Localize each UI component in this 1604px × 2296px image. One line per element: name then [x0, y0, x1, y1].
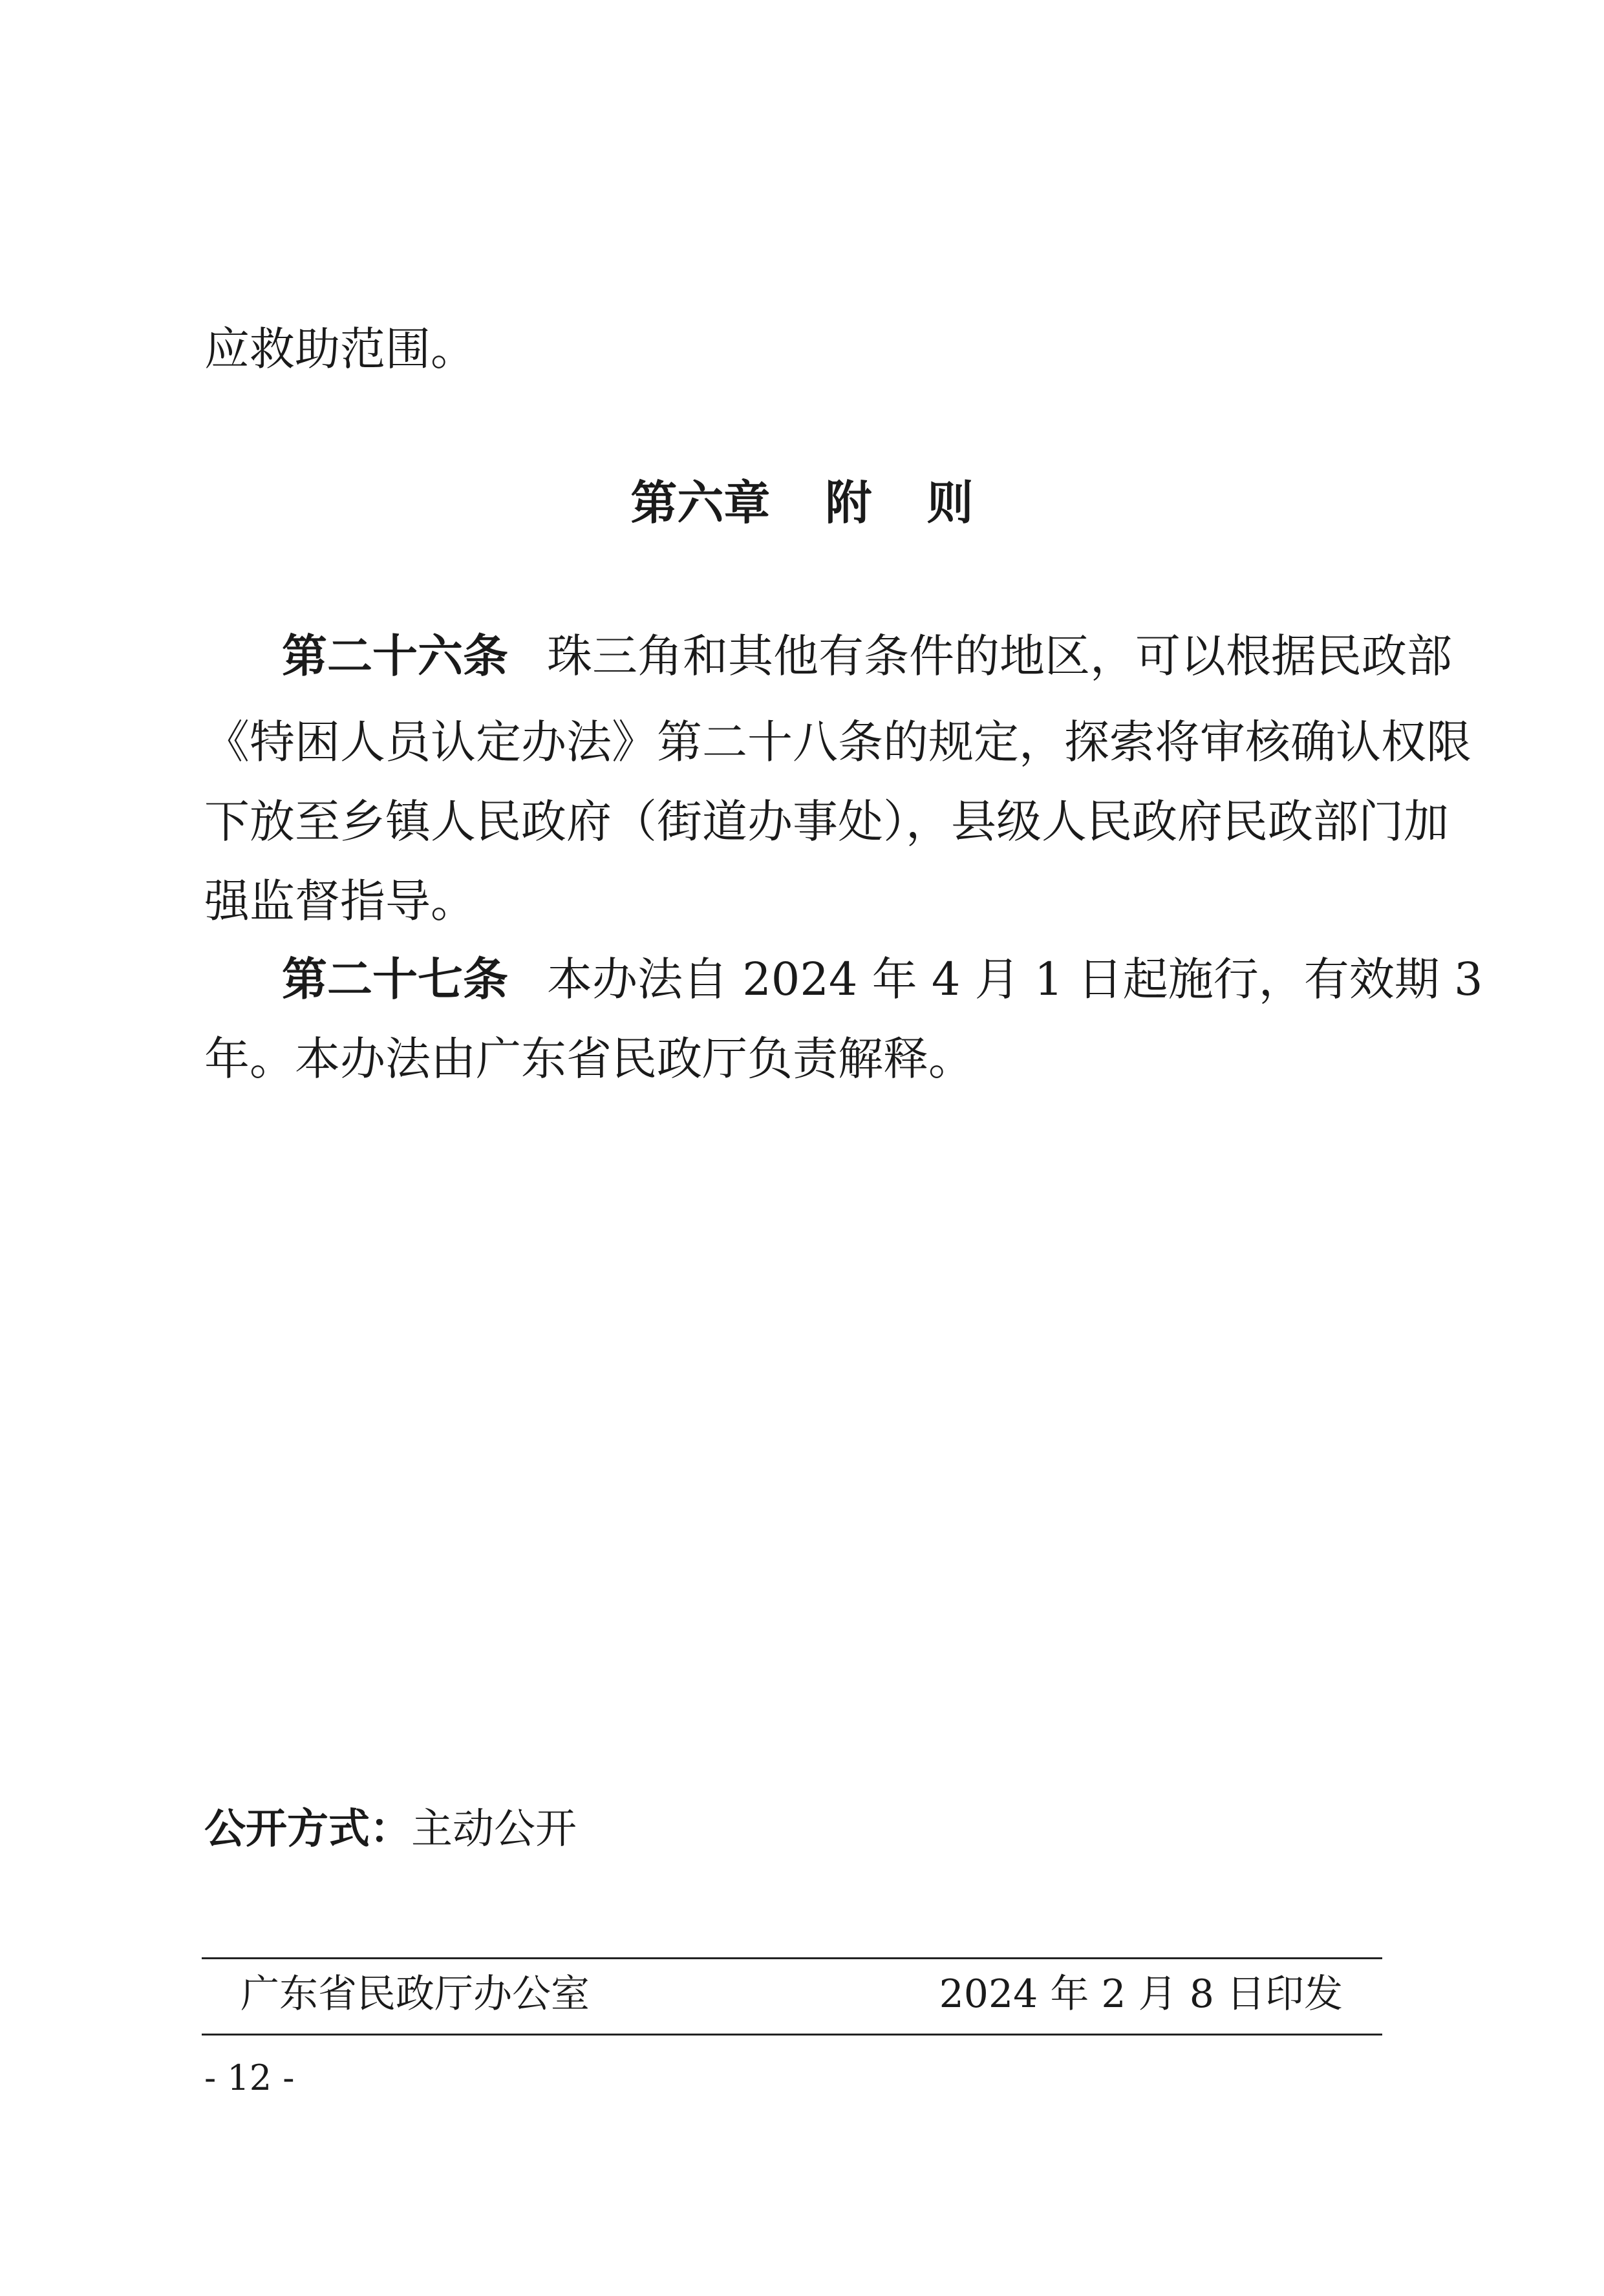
disclosure-label: 公开方式：	[204, 1805, 411, 1853]
article-26-line-4: 强监督指导。	[204, 875, 476, 928]
disclosure-value: 主动公开	[411, 1805, 577, 1853]
continued-text-line: 应救助范围。	[204, 323, 476, 376]
footer-top-rule	[202, 1957, 1382, 1959]
article-26-line-2: 《特困人员认定办法》第二十八条的规定，探索将审核确认权限	[204, 716, 1471, 769]
article-26-heading: 第二十六条	[282, 630, 508, 683]
article-27-line-1	[204, 953, 1483, 1006]
article-27-line-2: 年。本办法由广东省民政厅负责解释。	[204, 1032, 974, 1085]
page-number: - 12 -	[204, 2057, 295, 2098]
article-26-text-1: 珠三角和其他有条件的地区，可以根据民政部	[547, 630, 1452, 683]
article-27-text-1: 本办法自 2024 年 4 月 1 日起施行，有效期 3	[547, 953, 1483, 1006]
article-27-heading: 第二十七条	[282, 953, 508, 1006]
footer-print-date: 2024 年 2 月 8 日印发	[939, 1972, 1343, 2017]
article-26-line-3: 下放至乡镇人民政府（街道办事处），县级人民政府民政部门加	[204, 795, 1449, 848]
chapter-title: 第六章 附 则	[630, 476, 974, 530]
footer-issuer: 广东省民政厅办公室	[241, 1972, 590, 2017]
disclosure-method	[204, 1803, 577, 1855]
article-26-line-1	[204, 630, 1452, 683]
footer-bottom-rule	[202, 2034, 1382, 2036]
